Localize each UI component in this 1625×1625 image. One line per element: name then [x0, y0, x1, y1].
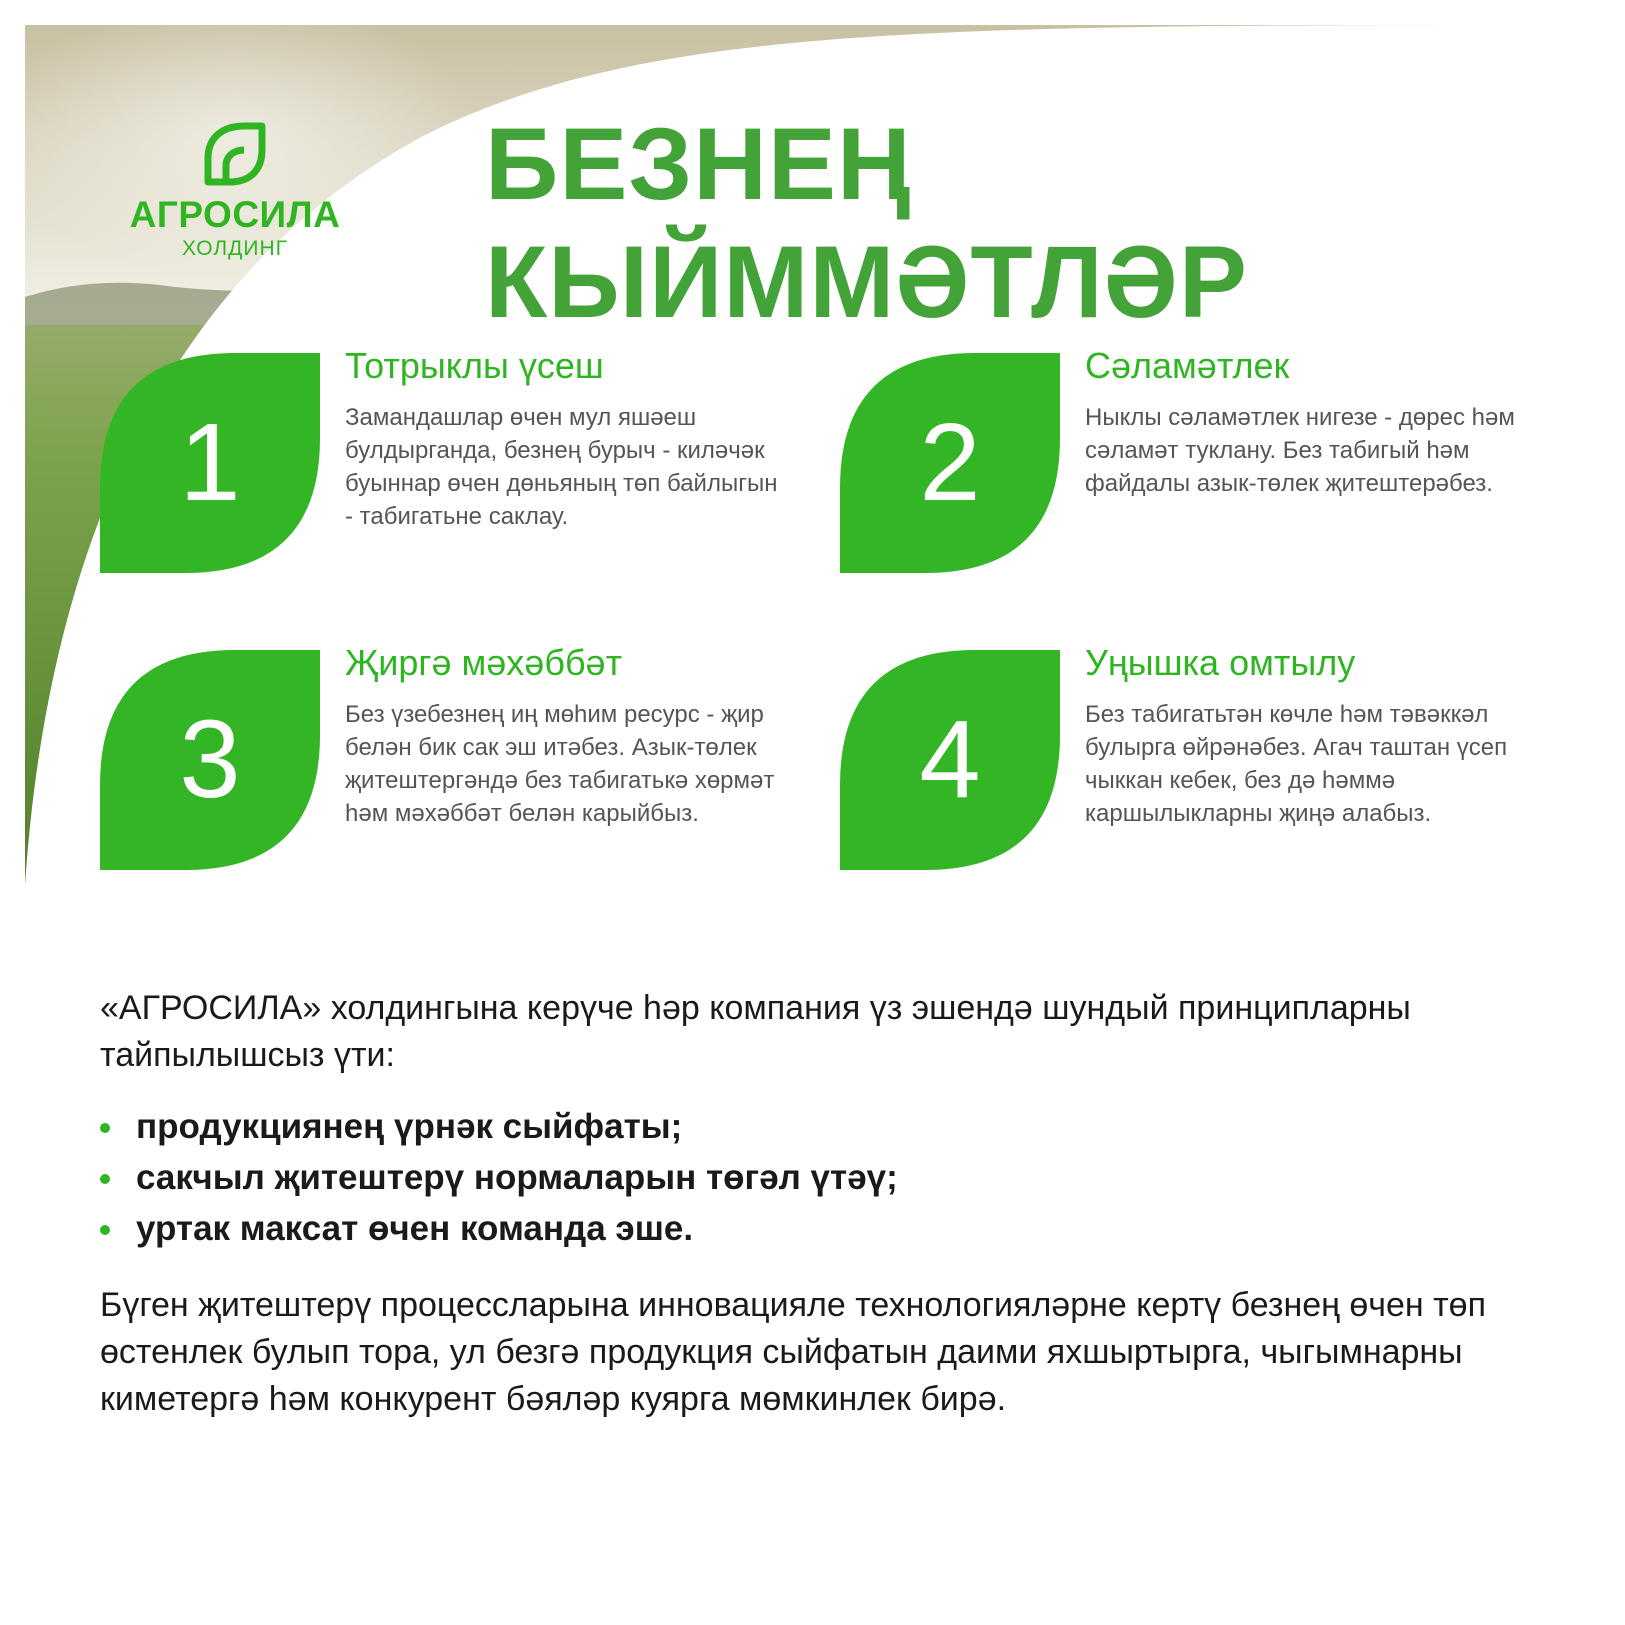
agrosila-logo	[120, 120, 350, 261]
bullet-dot-icon	[100, 1174, 110, 1184]
list-item	[100, 1101, 1520, 1152]
value-card-2	[840, 345, 1540, 573]
value-text: Замандашлар өчен мул яшәеш булдырганда, безнең бурыч - киләчәк буыннар өчен дөньяның төп байлыгын - табигатьне саклау.	[345, 404, 778, 530]
value-heading: Җиргә мәхәббәт	[345, 642, 623, 683]
principle-text: сакчыл җитештерү нормаларын төгәл үтәү;	[136, 1158, 898, 1197]
logo-name: АГРОСИЛА	[129, 194, 341, 235]
title-line-2: КЫЙММӘТЛӘР	[485, 225, 1248, 339]
leaf-logo-icon	[200, 120, 270, 190]
value-heading: Уңышка омтылу	[1085, 642, 1356, 683]
value-number: 1	[179, 401, 241, 524]
value-heading: Тотрыклы үсеш	[345, 345, 604, 386]
value-number: 3	[179, 698, 241, 821]
intro-text: «АГРОСИЛА» холдингына керүче һәр компания үз эшендә шундый принципларны тайпылышсыз үти:	[100, 989, 1411, 1074]
description-section	[100, 985, 1520, 1423]
principles-list	[100, 1101, 1520, 1254]
principle-text: продукциянең үрнәк сыйфаты;	[136, 1107, 683, 1146]
value-card-3	[100, 642, 800, 870]
value-card-1	[100, 345, 800, 573]
value-text: Без табигатьтән көчле һәм тәвәккәл булырга өйрәнәбез. Агач таштан үсеп чыккан кебек, без дә һәммә каршылыкларны җиңә алабыз.	[1085, 701, 1508, 827]
logo-subtitle: ХОЛДИНГ	[181, 237, 289, 260]
list-item	[100, 1152, 1520, 1203]
page-title	[485, 105, 1248, 341]
bullet-dot-icon	[100, 1225, 110, 1235]
value-number: 4	[919, 698, 981, 821]
list-item	[100, 1203, 1520, 1254]
value-card-4	[840, 642, 1540, 870]
principle-text: уртак максат өчен команда эше.	[136, 1209, 694, 1248]
bullet-dot-icon	[100, 1123, 110, 1133]
value-heading: Сәламәтлек	[1085, 345, 1290, 386]
value-text: Без үзебезнең иң мөһим ресурс - җир белән бик сак эш итәбез. Азык-төлек җитештергәндә без табигатькә хөрмәт һәм мәхәббәт белән карыйбыз.	[345, 701, 775, 827]
value-number: 2	[919, 401, 981, 524]
value-text: Ныклы сәламәтлек нигезе - дөрес һәм сәламәт туклану. Без табигый һәм файдалы азык-төлек җитештерәбез.	[1085, 404, 1515, 497]
closing-text: Бүген җитештерү процессларына инновацияле технологияләрне кертү безнең өчен төп өстенлек булып тора, ул безгә продукция сыйфатын даими яхшыртырга, чыгымнарны киметергә һәм конкурент бәяләр куярга мөмкинлек бирә.	[100, 1286, 1486, 1418]
title-line-1: БЕЗНЕҢ	[485, 107, 912, 221]
